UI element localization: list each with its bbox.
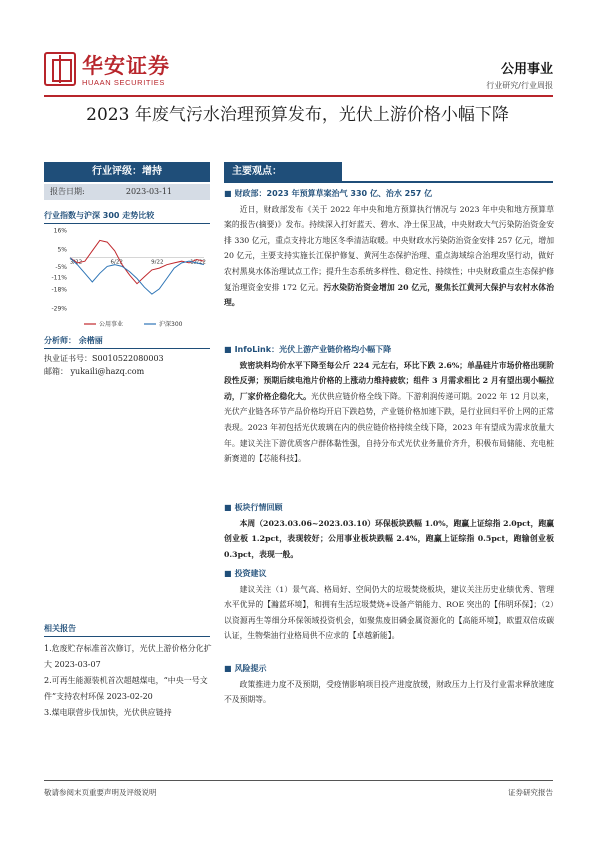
related-report-item[interactable]: 1.危废贮存标准首次修订，光伏上游价格分化扩大 2023-03-07 — [44, 644, 212, 669]
x-tick-label: 3/22 — [69, 259, 83, 266]
footer-disclaimer: 敬请参阅末页重要声明及评级说明 — [44, 788, 157, 797]
report-date-value: 2023-03-11 — [125, 187, 172, 196]
section-heading: ■ InfoLink：光伏上游产业链价格均小幅下降 — [224, 345, 392, 354]
bullet-icon: ■ — [224, 503, 232, 512]
section-heading: ■ 风险提示 — [224, 664, 267, 673]
section-investment-advice — [224, 566, 554, 644]
analyst-name: 分析师： 余楷丽 — [44, 336, 103, 345]
series-line — [70, 258, 204, 294]
related-report-item[interactable]: 3.煤电联营步伐加快，光伏供应链持 — [44, 708, 172, 717]
related-reports-list — [44, 641, 212, 721]
y-tick-label: -11% — [51, 274, 67, 282]
section-body: 本周（2023.03.06~2023.03.10）环保板块跌幅 1.0%，跑赢上证综指 2.0pct，跑赢创业板 1.2pct，表现较好；公用事业板块跌幅 2.4%，跑赢上证综指 0.5pct，跑输创业板 0.3pct，表现一般。 — [224, 518, 555, 559]
x-tick-label: 12/22 — [190, 259, 206, 266]
company-logo — [44, 50, 184, 92]
section-body: 政策推进力度不及预期，受疫情影响项目投产进度放缓，财政压力上行及行业需求释放速度不及预期等。 — [224, 679, 554, 705]
y-tick-label: 5% — [57, 246, 67, 254]
y-tick-label: -18% — [51, 286, 67, 294]
related-report-item[interactable]: 2.可再生能源装机首次超越煤电，“中央一号文件”支持农村环保 2023-02-20 — [44, 676, 208, 701]
report-type: 行业研究/行业周报 — [486, 81, 553, 90]
sector-label: 公用事业 — [500, 62, 553, 77]
section-body: 致密块料均价水平下降至每公斤 224 元左右，环比下跌 2.6%；单晶硅片市场价格出现阶段性反弹；预期后续电池片价格的上涨动力维持疲软；组件 3 月需求相比 2 月有望出现小幅拉动，厂家价格企稳化大。光伏供应链价格全线下降。下游利润传递可期。2022 年 12 月以来，光伏产业链各环节产品价格均开启下跌趋势，产业链价格加速下跌，是行业回归平价上网的正常表现。2023 年初包括光伏玻璃在内的供应链价格持续全线下降，2023 年有望成为需求放量大年。建议关注下游优质客户群体黏性强，自持分布式光伏业务量价齐升，积极布局储能、充电桩新赛道的【芯能科技】。 — [224, 360, 554, 464]
y-tick-label: 16% — [53, 227, 67, 235]
industry-rating: 行业评级：增持 — [44, 162, 210, 182]
x-tick-label: 6/22 — [110, 259, 123, 266]
y-tick-label: -5% — [55, 263, 67, 271]
section-infolink — [224, 342, 554, 467]
section-body: 建议关注（1）景气高、格局好、空间仍大的垃圾焚烧板块，建议关注历史业绩优秀、管理水平优异的【瀚蓝环境】，和拥有生活垃圾焚烧+设备产销能力、ROE 突出的【伟明环保】；（2）以资源再生等细分环保领域投资机会，如聚焦废旧磷金属资源化的【高能环境】，欧盟双倍成碳认证，生物柴油行业格局供不应求的【卓越新能】。 — [224, 584, 554, 641]
main-divider — [224, 181, 553, 183]
certificate-number: 执业证书号：S0010522080003 — [44, 354, 164, 363]
analyst-divider — [44, 348, 210, 349]
section-heading: ■ 板块行情回顾 — [224, 503, 283, 512]
bullet-icon: ■ — [224, 345, 232, 354]
section-market-review — [224, 500, 554, 562]
chart-title: 行业指数与沪深 300 走势比较 — [44, 211, 155, 220]
section-body: 近日，财政部发布《关于 2022 年中央和地方预算执行情况与 2023 年中央和地方预算草案的报告(摘要)》发布。持续深入打好蓝天、碧水、净土保卫战，中央财政大气污染防治资金安排 330 亿元，重点支持北方地区冬季清洁取暖。中央财政水污染防治资金安排 257 亿元，增加 20 亿元，主要支持实施长江保护修复、黄河生态保护治理、重点海域综合治理攻坚行动，做好农村黑臭水体治理试点工作；提升生态系统多样性、稳定性、持续性；中央财政重点生态保护修复治理资金安排 172 亿元。污水染防治资金增加 20 亿元，聚焦长江黄河大保护与农村水体治理。 — [224, 204, 555, 308]
logo-english: HUAAN SECURITIES — [82, 78, 165, 87]
section-heading: ■ 财政部：2023 年预算草案治气 330 亿、治水 257 亿 — [224, 189, 433, 198]
related-reports-title: 相关报告 — [44, 624, 76, 633]
legend-label: 沪深300 — [159, 321, 183, 328]
analyst-email: 邮箱： yukaili@hazq.com — [44, 367, 145, 376]
main-points-heading: 主要观点： — [224, 162, 342, 182]
header-divider — [44, 95, 553, 97]
bullet-icon: ■ — [224, 569, 232, 578]
chart-divider — [44, 223, 210, 224]
logo-chinese: 华安证券 — [82, 53, 170, 78]
report-title: 2023 年废气污水治理预算发布，光伏上游价格小幅下降 — [86, 105, 509, 125]
section-heading: ■ 投资建议 — [224, 569, 267, 578]
bullet-icon: ■ — [224, 189, 232, 198]
section-finance-ministry — [224, 186, 554, 311]
index-comparison-chart — [44, 226, 210, 332]
related-divider — [44, 636, 210, 637]
y-tick-label: -29% — [51, 305, 67, 313]
report-date-row — [44, 184, 210, 200]
logo-seal-icon — [44, 52, 76, 86]
footer-divider — [44, 780, 553, 781]
x-tick-label: 9/22 — [151, 259, 164, 266]
bullet-icon: ■ — [224, 664, 232, 673]
legend-label: 公用事业 — [99, 321, 124, 328]
section-risk — [224, 661, 554, 708]
footer-label: 证券研究报告 — [508, 788, 553, 797]
report-date-label: 报告日期: — [50, 187, 85, 196]
